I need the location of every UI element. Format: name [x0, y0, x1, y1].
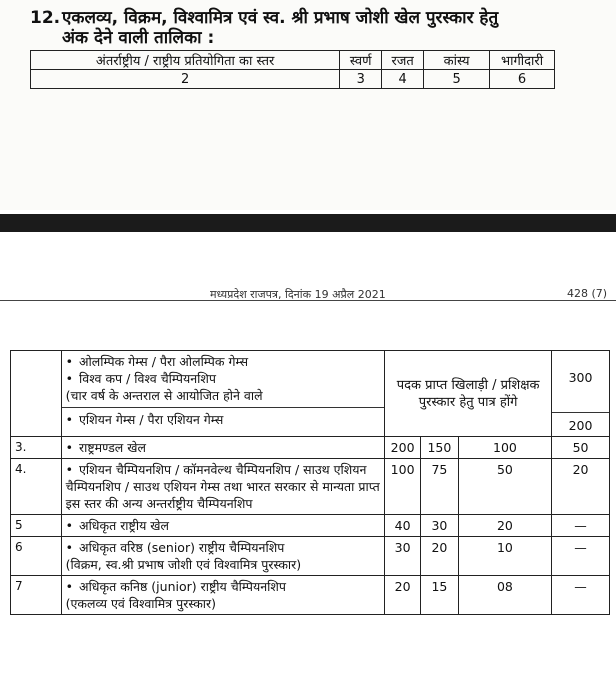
row-number: 7 [11, 576, 62, 615]
participation-points: — [552, 515, 610, 537]
bronze-points: 20 [458, 515, 551, 537]
bronze-points: 100 [458, 437, 551, 459]
table-row [11, 515, 610, 537]
score-header-silver: रजत [382, 51, 424, 70]
participation-points: — [552, 576, 610, 615]
row-number: 6 [11, 537, 62, 576]
participation-olympic: 300 [568, 370, 593, 385]
bronze-points: 10 [458, 537, 551, 576]
header-rule [0, 300, 616, 301]
score-level-table [30, 50, 555, 89]
table-row [11, 576, 610, 615]
page-number: 428 (7) [567, 287, 608, 300]
row-number: 3. [11, 437, 62, 459]
silver-points: 15 [421, 576, 459, 615]
section-number: 12. [30, 8, 61, 28]
gold-points: 30 [385, 537, 421, 576]
row-description-awards: (विक्रम, स्व.श्री प्रभाष जोशी एवं विश्वामित्र पुरस्कार) [65, 557, 302, 572]
table-row [11, 459, 610, 515]
row-description-main: • अधिकृत कनिष्ठ (junior) राष्ट्रीय चैम्पियनशिप [66, 578, 381, 595]
bronze-points: 50 [458, 459, 551, 515]
row-description [61, 576, 385, 615]
score-value-bronze: 5 [424, 70, 490, 89]
olympic-games-line: • ओलम्पिक गेम्स / पैरा ओलम्पिक गेम्स [66, 353, 381, 370]
gold-points: 20 [385, 576, 421, 615]
upper-page-fragment [0, 0, 616, 210]
row-description [61, 537, 385, 576]
score-header-bronze: कांस्य [424, 51, 490, 70]
participation-cell [552, 351, 610, 437]
section-heading [30, 8, 605, 48]
medal-eligibility-note: पदक प्राप्त खिलाड़ी / प्रशिक्षक पुरस्कार हेतु पात्र होंगे [385, 351, 552, 437]
score-value-silver: 4 [382, 70, 424, 89]
participation-points: 50 [552, 437, 610, 459]
points-table [10, 350, 610, 615]
row-description [61, 351, 385, 437]
row-number: 5 [11, 515, 62, 537]
gold-points: 40 [385, 515, 421, 537]
row-description-awards: (एकलव्य एवं विश्वामित्र पुरस्कार) [65, 596, 217, 611]
table-row [11, 437, 610, 459]
row-description-main: • अधिकृत वरिष्ठ (senior) राष्ट्रीय चैम्पियनशिप [66, 539, 381, 556]
world-cup-line: • विश्व कप / विश्व चैम्पियनशिप [66, 370, 381, 387]
participation-points: — [552, 537, 610, 576]
bronze-points: 08 [458, 576, 551, 615]
gazette-title-date: मध्यप्रदेश राजपत्र, दिनांक 19 अप्रैल 2021 [210, 288, 386, 301]
four-year-interval-line: (चार वर्ष के अन्तराल से आयोजित होने वाले [65, 388, 263, 403]
gold-points: 200 [385, 437, 421, 459]
score-value-level: 2 [31, 70, 340, 89]
silver-points: 75 [421, 459, 459, 515]
score-value-gold: 3 [340, 70, 382, 89]
score-header-level: अंतर्राष्ट्रीय / राष्ट्रीय प्रतियोगिता का स्तर [31, 51, 340, 70]
score-header-gold: स्वर्ण [340, 51, 382, 70]
section-title-line2: अंक देने वाली तालिका : [62, 28, 215, 48]
silver-points: 20 [421, 537, 459, 576]
table-row [11, 537, 610, 576]
row-description: • एशियन चैम्पियनशिप / कॉमनवेल्थ चैम्पियनशिप / साउथ एशियन चैम्पियनशिप / साउथ एशियन गेम्स तथा भारत सरकार से मान्यता प्राप्त इस स्तर की अन्य अन्तर्राष्ट्रीय चैम्पियनशिप [61, 459, 385, 515]
asian-games-line: • एशियन गेम्स / पैरा एशियन गेम्स [62, 407, 385, 428]
table-row [11, 351, 610, 437]
row-description: • अधिकृत राष्ट्रीय खेल [61, 515, 385, 537]
page-separator-band [0, 214, 616, 232]
row-number [11, 351, 62, 437]
score-header-participation: भागीदारी [490, 51, 555, 70]
gold-points: 100 [385, 459, 421, 515]
silver-points: 150 [421, 437, 459, 459]
row-description: • राष्ट्रमण्डल खेल [61, 437, 385, 459]
running-header [0, 284, 616, 300]
row-number: 4. [11, 459, 62, 515]
silver-points: 30 [421, 515, 459, 537]
score-value-participation: 6 [490, 70, 555, 89]
section-title-line1: एकलव्य, विक्रम, विश्वामित्र एवं स्व. श्री प्रभाष जोशी खेल पुरस्कार हेतु [62, 8, 499, 28]
participation-asian: 200 [552, 412, 609, 434]
participation-points: 20 [552, 459, 610, 515]
